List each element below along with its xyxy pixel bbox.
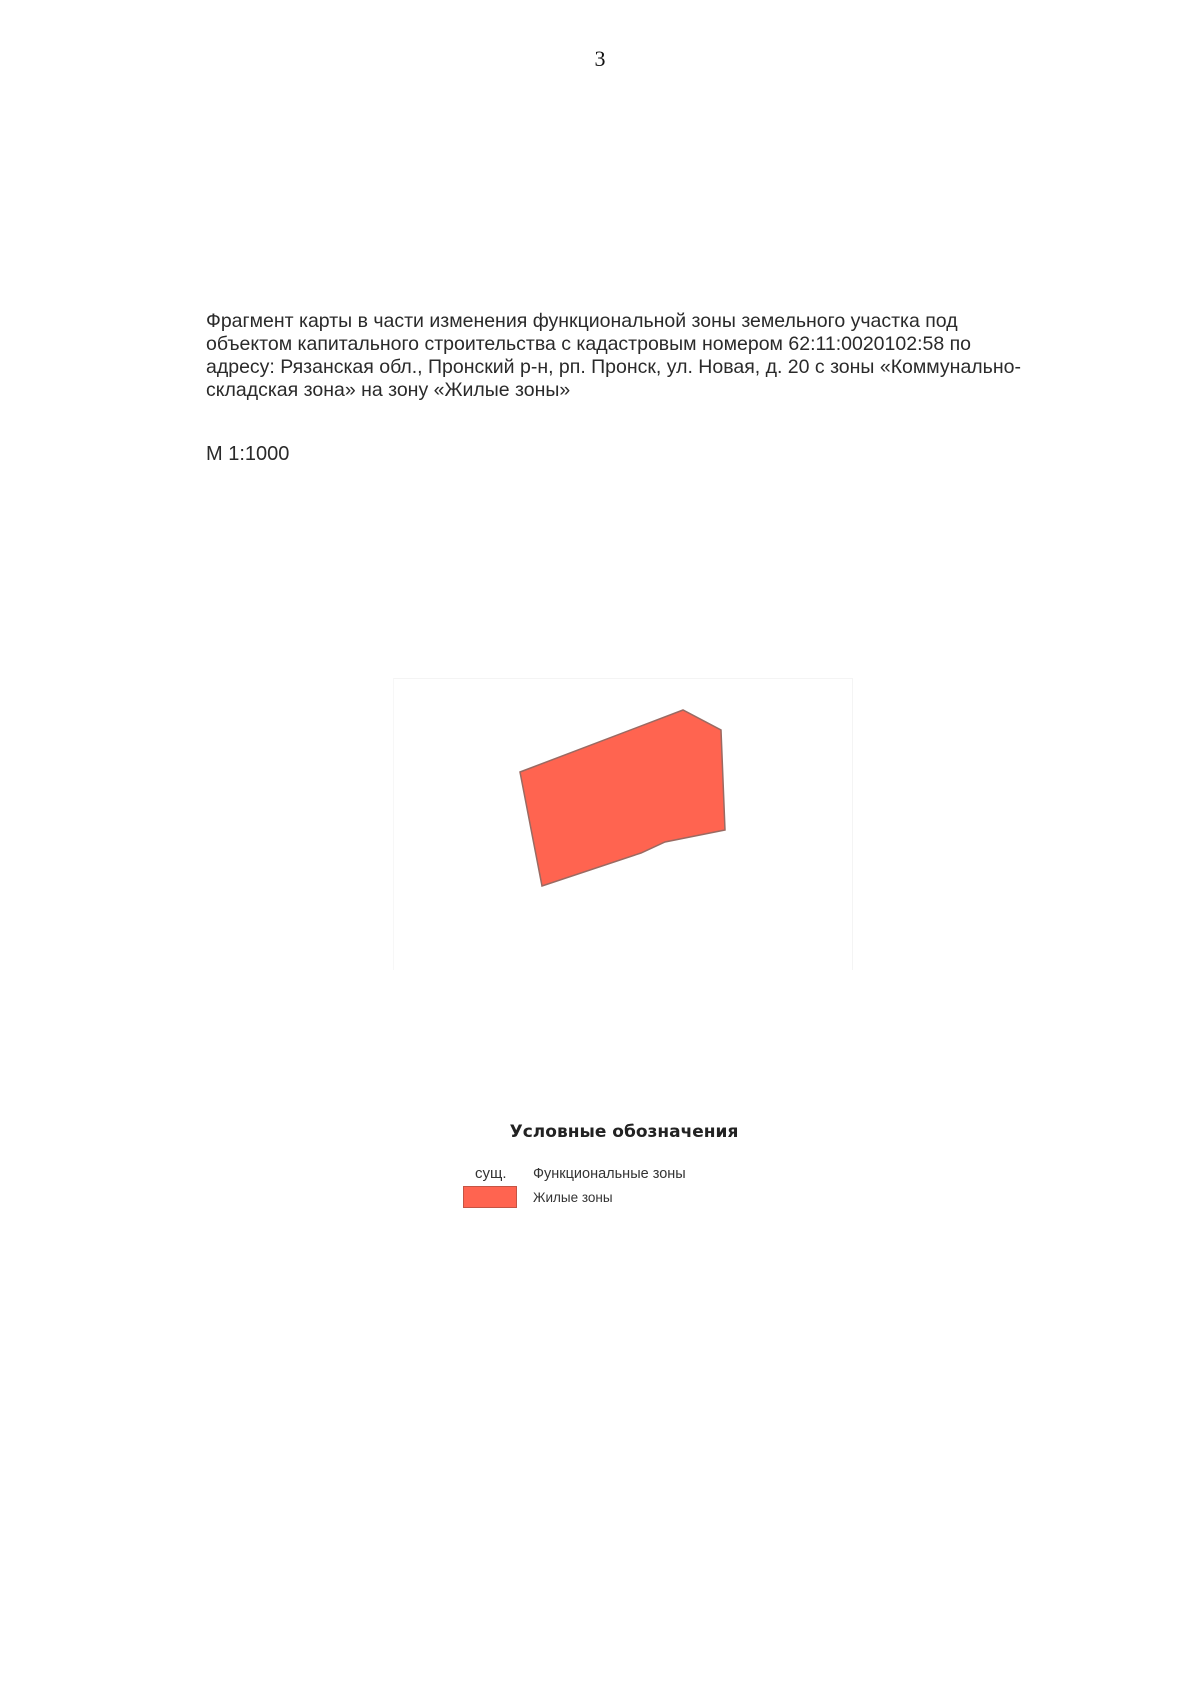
map-description <box>206 310 1106 402</box>
legend-item-residential: Жилые зоны <box>533 1190 613 1205</box>
description-line: объектом капитального строительства с кадастровым номером 62:11:0020102:58 по <box>206 333 971 355</box>
residential-zone-parcel <box>520 710 725 886</box>
legend-status-label: сущ. <box>475 1165 507 1182</box>
legend-group-label: Функциональные зоны <box>533 1166 686 1182</box>
map-scale: М 1:1000 <box>206 443 290 465</box>
description-line: складская зона» на зону «Жилые зоны» <box>206 379 571 401</box>
description-line: Фрагмент карты в части изменения функциональной зоны земельного участка под <box>206 310 958 332</box>
map-canvas <box>394 679 854 971</box>
legend-title: Условные обозначения <box>509 1122 739 1142</box>
description-line: адресу: Рязанская обл., Пронский р-н, рп. Пронск, ул. Новая, д. 20 с зоны «Коммунально- <box>206 356 1021 378</box>
map-fragment <box>393 678 853 970</box>
legend-swatch-residential <box>463 1186 517 1208</box>
page-number: 3 <box>594 46 606 71</box>
